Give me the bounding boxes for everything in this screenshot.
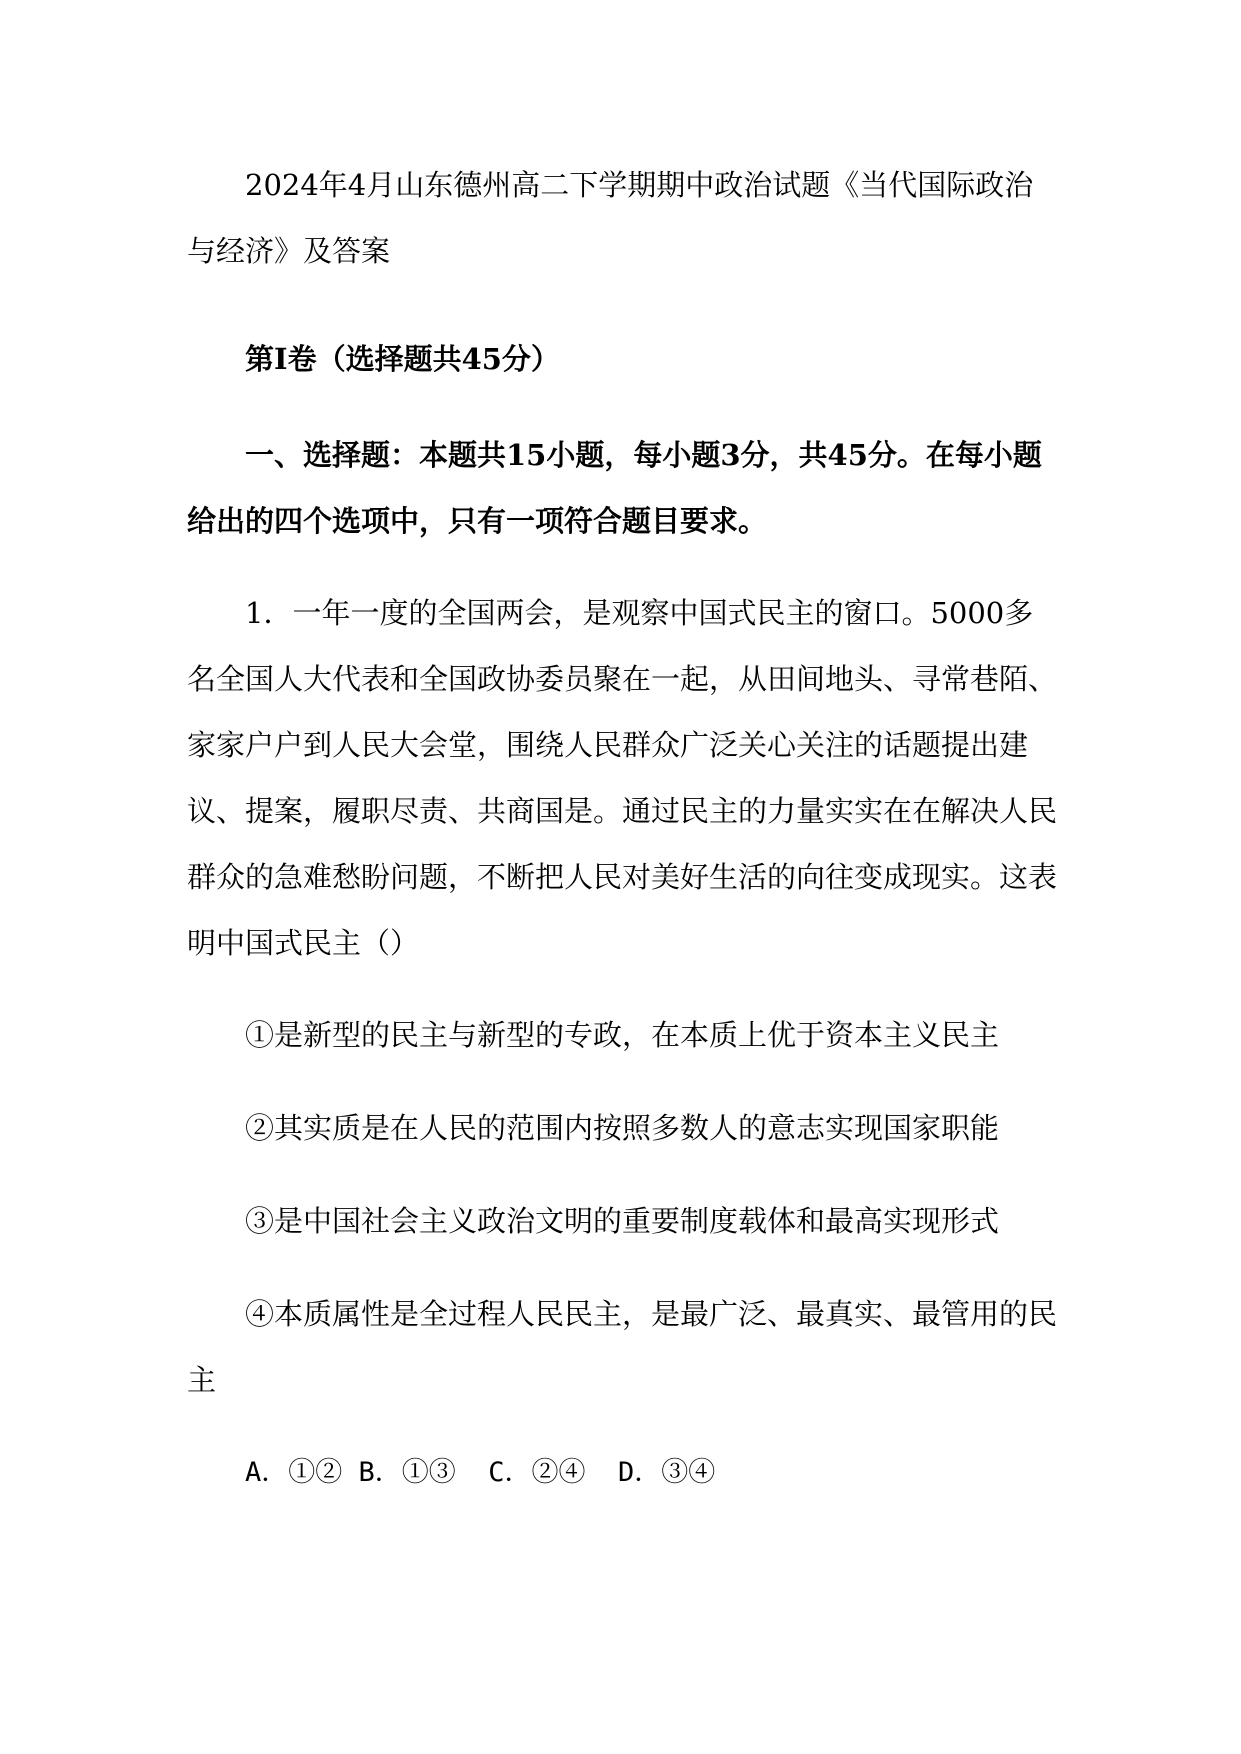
- statement-1: ①是新型的民主与新型的专政，在本质上优于资本主义民主: [245, 1018, 1000, 1052]
- document-title: 2024年4月山东德州高二下学期期中政治试题《当代国际政治与经济》及答案: [187, 168, 1034, 268]
- volume-heading: 第I卷（选择题共45分）: [245, 342, 560, 376]
- section-heading: 一、选择题：本题共15小题，每小题3分，共45分。在每小题给出的四个选项中，只有一项符合题目要求。: [187, 438, 1042, 538]
- answer-choices: A．①② B．①③ C．②④ D．③④: [245, 1457, 716, 1488]
- statement-4: ④本质属性是全过程人民民主，是最广泛、最真实、最管用的民主: [187, 1297, 1058, 1397]
- statement-2: ②其实质是在人民的范围内按照多数人的意志实现国家职能: [245, 1111, 1000, 1145]
- statement-3: ③是中国社会主义政治文明的重要制度载体和最高实现形式: [245, 1204, 1000, 1238]
- question-1-stem: 1．一年一度的全国两会，是观察中国式民主的窗口。5000多名全国人大代表和全国政协委员聚在一起，从田间地头、寻常巷陌、家家户户到人民大会堂，围绕人民群众广泛关心关注的话题提出建议、提案，履职尽责、共商国是。通过民主的力量实实在在解决人民群众的急难愁盼问题，不断把人民对美好生活的向往变成现实。这表明中国式民主（）: [187, 596, 1058, 960]
- document-body: [187, 152, 1057, 1506]
